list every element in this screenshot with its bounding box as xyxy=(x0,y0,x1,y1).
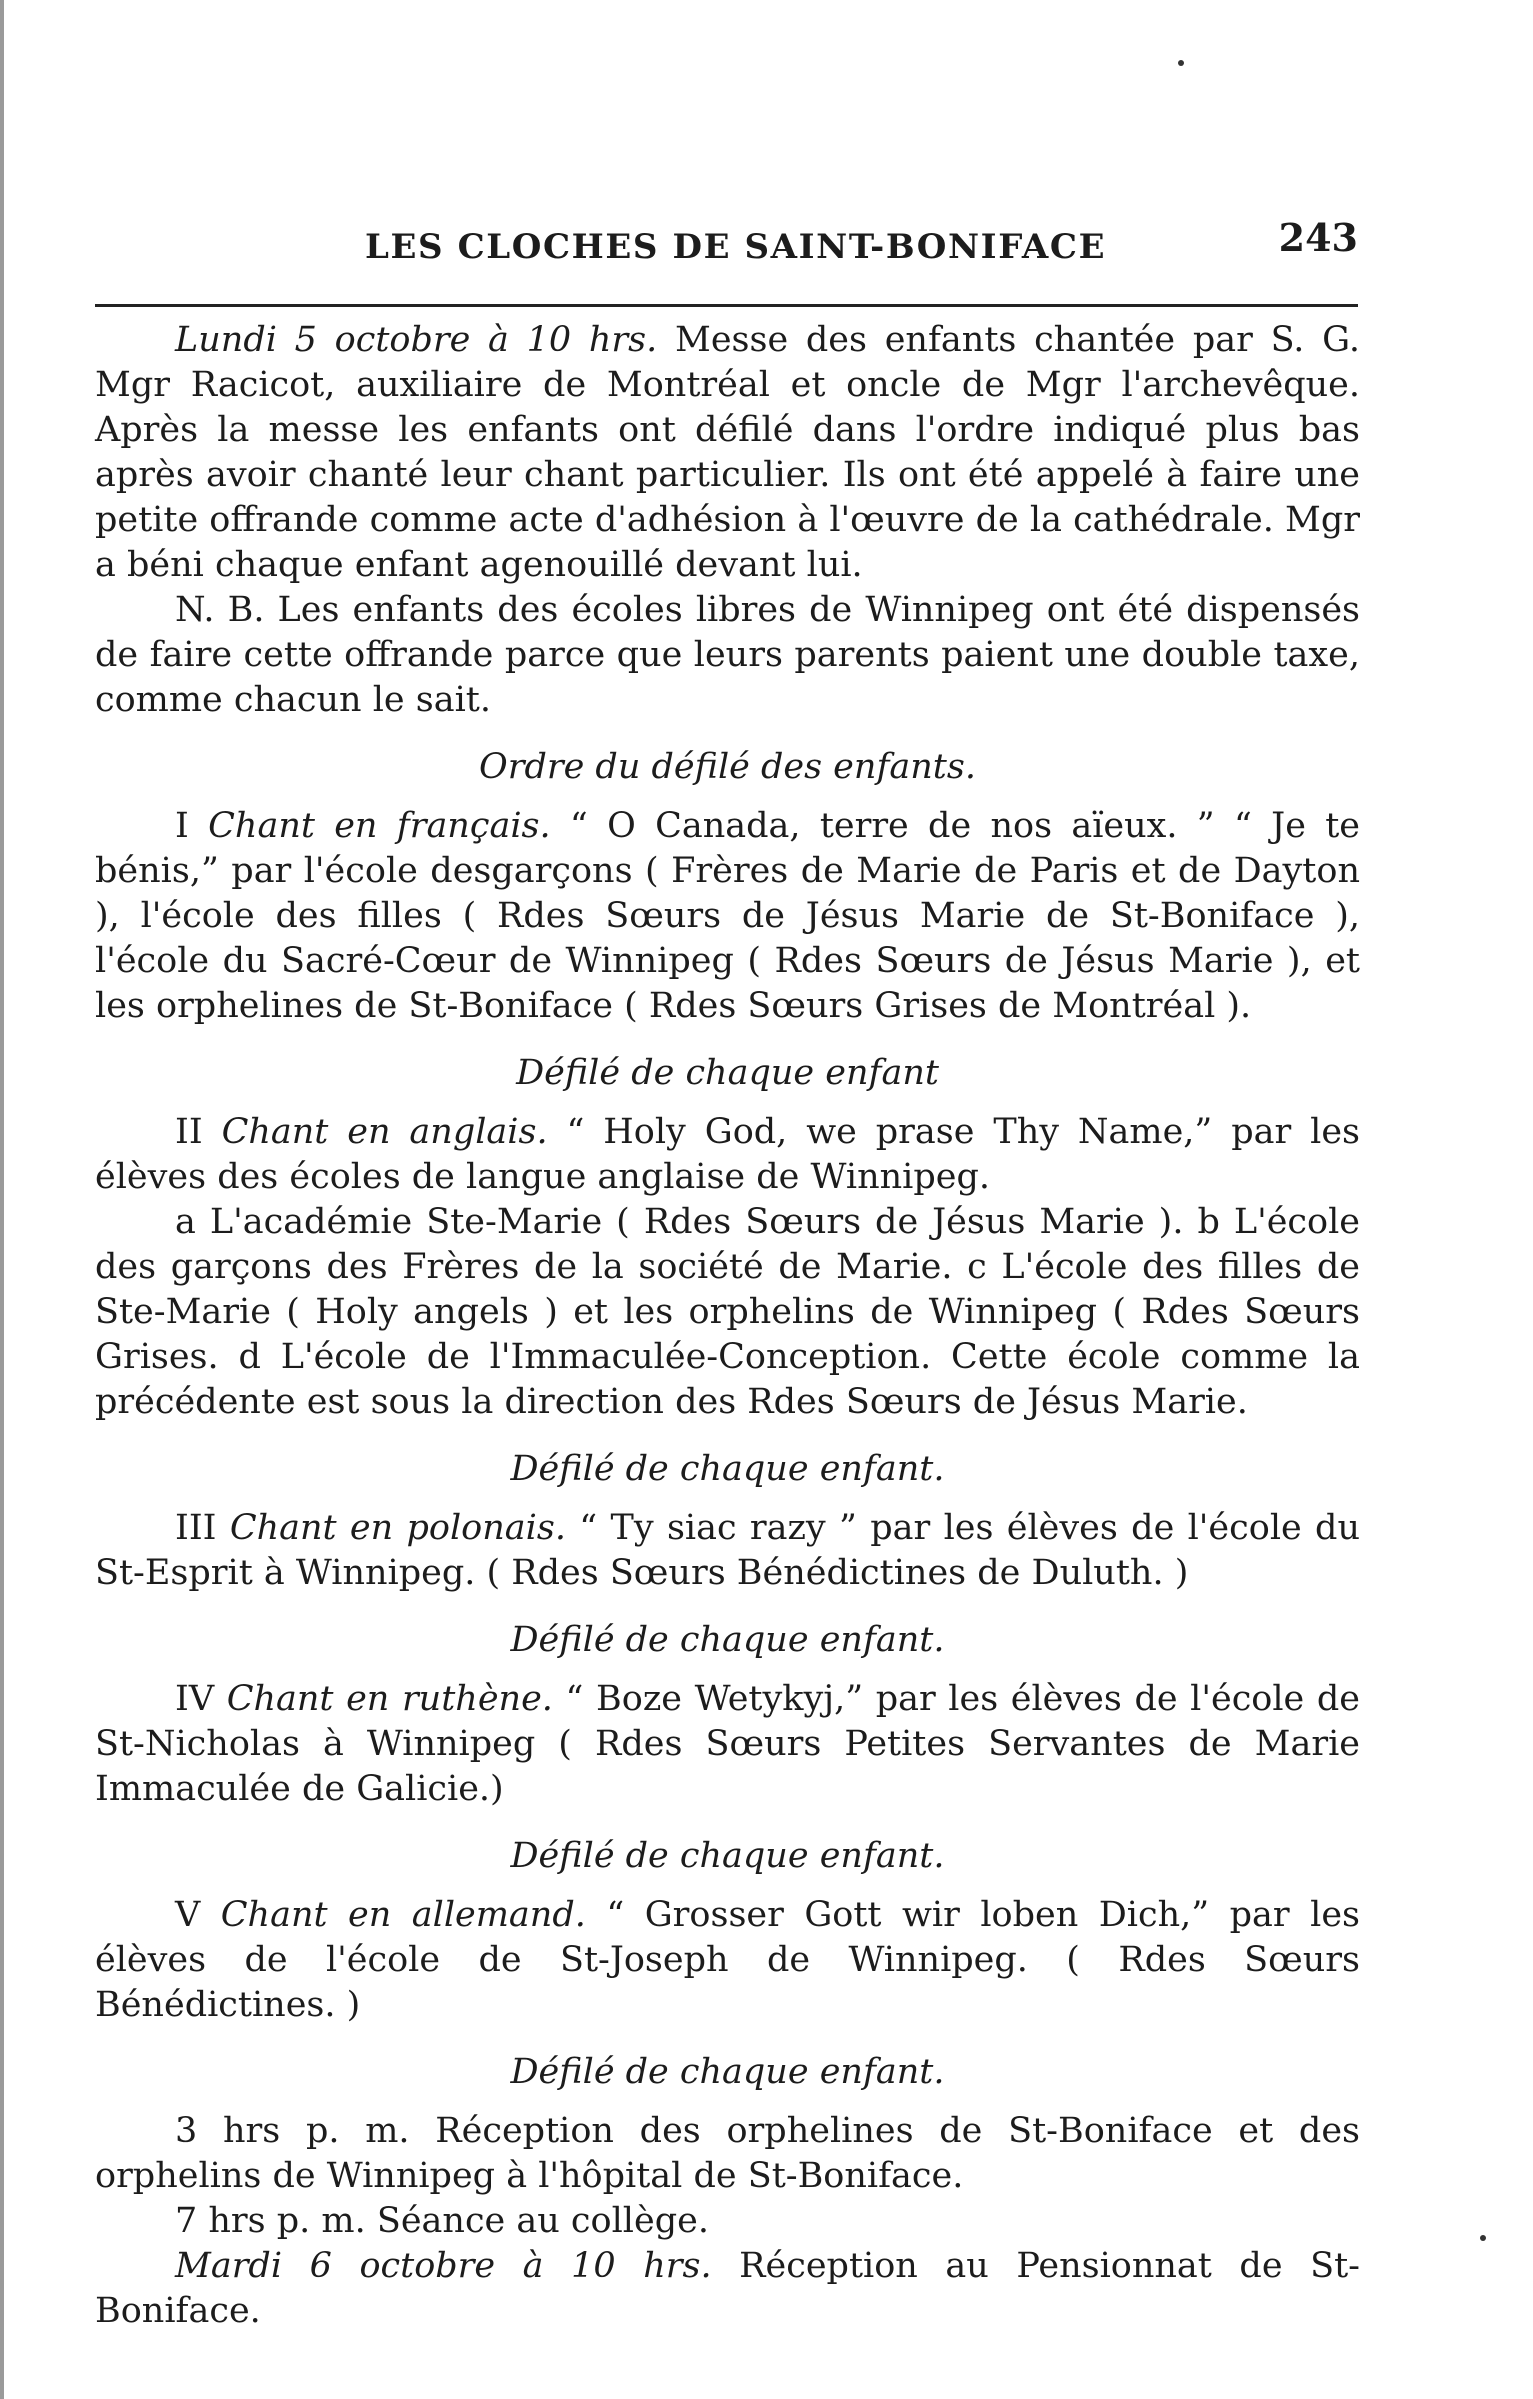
chant-lead: Chant en ruthène. xyxy=(226,1679,553,1719)
section-heading-defile: Défilé de chaque enfant. xyxy=(510,2052,945,2092)
date-lead: Mardi 6 octobre à 10 hrs. xyxy=(175,2246,712,2286)
header-rule xyxy=(95,304,1358,307)
item-number: V xyxy=(175,1895,221,1935)
item-number: IV xyxy=(175,1679,227,1719)
chant-lead: Chant en allemand. xyxy=(220,1895,586,1935)
chant-lead: Chant en polonais. xyxy=(229,1508,566,1548)
paragraph-text: Messe des enfants chantée par S. G. Mgr Racicot, auxiliaire de Montréal et oncle de Mgr l'archevêque. Après la messe les enfants ont défilé dans l'ordre indiqué plus bas après avoir chanté leur chant particulier. Ils ont été appelé à faire une petite offrande comme acte d'adhésion à l'œuvre de la cathédrale. Mgr a béni chaque enfant agenouillé devant lui. xyxy=(95,320,1360,585)
paragraph-monday-mass xyxy=(95,318,1360,588)
page-body xyxy=(95,318,1360,2334)
paragraph-text: “ Grosser Gott wir loben Dich,” par les élèves de l'école de St-Joseph de Winnipeg. ( Rdes Sœurs Bénédictines. ) xyxy=(95,1895,1360,2025)
paragraph-chant-francais xyxy=(95,804,1360,1029)
print-speck xyxy=(1480,2235,1486,2241)
section-heading-defile: Défilé de chaque enfant. xyxy=(510,1836,945,1876)
paragraph-text: “ O Canada, terre de nos aïeux. ” “ Je te bénis,” par l'école desgarçons ( Frères de Marie de Paris et de Dayton ), l'école des filles ( Rdes Sœurs de Jésus Marie de St-Boniface ), l'école du Sacré-Cœur de Winnipeg ( Rdes Sœurs de Jésus Marie ), et les orphelines de St-Boniface ( Rdes Sœurs Grises de Montréal ). xyxy=(95,806,1360,1026)
paragraph-english-schools: a L'académie Ste-Marie ( Rdes Sœurs de Jésus Marie ). b L'école des garçons des Frères de la société de Marie. c L'école des filles de Ste-Marie ( Holy angels ) et les orphelins de Winnipeg ( Rdes Sœurs Grises. d L'école de l'Immaculée-Conception. Cette école comme la précédente est sous la direction des Rdes Sœurs de Jésus Marie. xyxy=(95,1202,1360,1422)
paragraph-text: Réception au Pensionnat de St-Boniface. xyxy=(95,2246,1360,2331)
paragraph-evening-seance: 7 hrs p. m. Séance au collège. xyxy=(175,2201,709,2241)
page-edge xyxy=(0,0,4,2399)
section-heading-defile: Défilé de chaque enfant. xyxy=(510,1449,945,1489)
paragraph-text: “ Holy God, we prase Thy Name,” par les élèves des écoles de langue anglaise de Winnipeg. xyxy=(95,1112,1360,1197)
section-heading-order: Ordre du défilé des enfants. xyxy=(479,747,976,787)
paragraph-text: “ Boze Wetykyj,” par les élèves de l'école de St-Nicholas à Winnipeg ( Rdes Sœurs Petites Servantes de Marie Immaculée de Galicie.) xyxy=(95,1679,1360,1809)
running-header xyxy=(95,205,1358,265)
paragraph-tuesday-reception xyxy=(95,2244,1360,2334)
item-number: II xyxy=(175,1112,222,1152)
page-number: 243 xyxy=(1278,215,1358,260)
item-number: I xyxy=(175,806,209,846)
running-title: LES CLOCHES DE SAINT-BONIFACE xyxy=(365,227,1107,267)
paragraph-nota-bene: N. B. Les enfants des écoles libres de Winnipeg ont été dispensés de faire cette offrande parce que leurs parents paient une double taxe, comme chacun le sait. xyxy=(95,590,1360,720)
paragraph-chant-ruthene xyxy=(95,1677,1360,1812)
paragraph-chant-anglais xyxy=(95,1110,1360,1200)
section-heading-defile: Défilé de chaque enfant. xyxy=(510,1620,945,1660)
print-speck xyxy=(1178,60,1184,66)
chant-lead: Chant en français. xyxy=(208,806,551,846)
paragraph-afternoon-reception: 3 hrs p. m. Réception des orphelines de St-Boniface et des orphelins de Winnipeg à l'hôpital de St-Boniface. xyxy=(95,2111,1360,2196)
paragraph-text: “ Ty siac razy ” par les élèves de l'école du St-Esprit à Winnipeg. ( Rdes Sœurs Bénédictines de Duluth. ) xyxy=(95,1508,1360,1593)
chant-lead: Chant en anglais. xyxy=(221,1112,548,1152)
section-heading-defile: Défilé de chaque enfant xyxy=(516,1053,939,1093)
paragraph-chant-polonais xyxy=(95,1506,1360,1596)
date-lead: Lundi 5 octobre à 10 hrs. xyxy=(175,320,658,360)
item-number: III xyxy=(175,1508,230,1548)
paragraph-chant-allemand xyxy=(95,1893,1360,2028)
